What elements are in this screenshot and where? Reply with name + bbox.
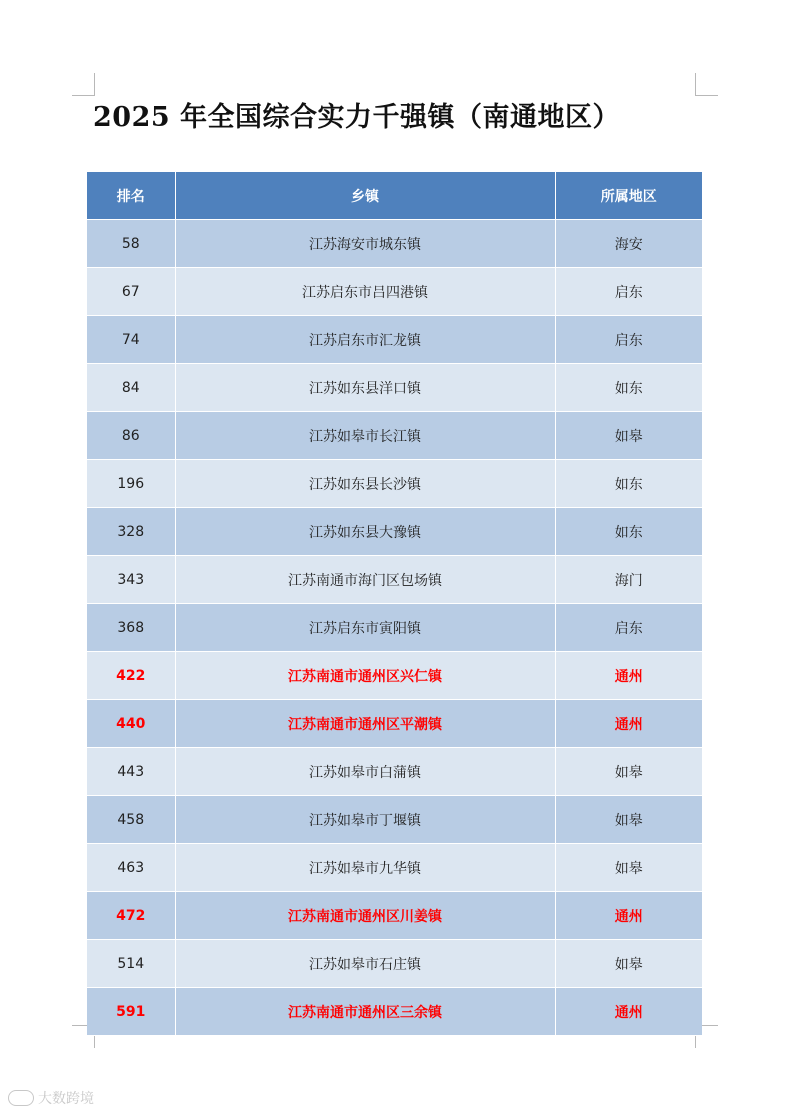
- cell-rank: 328: [87, 508, 175, 556]
- table-row: [87, 988, 702, 1036]
- cell-region: 启东: [555, 268, 702, 316]
- cell-region: 通州: [555, 700, 702, 748]
- cell-rank: 67: [87, 268, 175, 316]
- cell-town: 江苏如皋市白蒲镇: [175, 748, 555, 796]
- cell-town: 江苏南通市通州区兴仁镇: [175, 652, 555, 700]
- table-row: [87, 748, 702, 796]
- cell-rank: 196: [87, 460, 175, 508]
- cell-rank: 458: [87, 796, 175, 844]
- cell-region: 通州: [555, 988, 702, 1036]
- cell-town: 江苏如东县大豫镇: [175, 508, 555, 556]
- cell-town: 江苏启东市寅阳镇: [175, 604, 555, 652]
- cell-rank: 463: [87, 844, 175, 892]
- cell-town: 江苏如皋市丁堰镇: [175, 796, 555, 844]
- brand-logo-icon: [8, 1090, 34, 1106]
- cell-rank: 422: [87, 652, 175, 700]
- cell-rank: 440: [87, 700, 175, 748]
- cell-rank: 84: [87, 364, 175, 412]
- table-row: [87, 508, 702, 556]
- cell-town: 江苏如皋市九华镇: [175, 844, 555, 892]
- cell-region: 如东: [555, 508, 702, 556]
- cell-region: 如皋: [555, 844, 702, 892]
- cell-town: 江苏启东市吕四港镇: [175, 268, 555, 316]
- cell-town: 江苏如皋市长江镇: [175, 412, 555, 460]
- cell-town: 江苏南通市通州区三余镇: [175, 988, 555, 1036]
- document-title: 2025 年全国综合实力千强镇（南通地区）: [93, 102, 621, 133]
- cell-rank: 443: [87, 748, 175, 796]
- cell-town: 江苏如东县长沙镇: [175, 460, 555, 508]
- cell-rank: 86: [87, 412, 175, 460]
- table-row: [87, 460, 702, 508]
- cell-region: 海门: [555, 556, 702, 604]
- table-row: [87, 892, 702, 940]
- header-rank: 排名: [87, 172, 175, 220]
- cell-town: 江苏海安市城东镇: [175, 220, 555, 268]
- cell-town: 江苏如皋市石庄镇: [175, 940, 555, 988]
- table-header: [87, 172, 702, 220]
- cell-town: 江苏南通市通州区平潮镇: [175, 700, 555, 748]
- watermark-text: 大数跨境: [38, 1091, 94, 1107]
- cell-town: 江苏南通市通州区川姜镇: [175, 892, 555, 940]
- cell-region: 如皋: [555, 796, 702, 844]
- cell-region: 如皋: [555, 748, 702, 796]
- cell-rank: 58: [87, 220, 175, 268]
- table-row: [87, 796, 702, 844]
- table-row: [87, 316, 702, 364]
- cell-rank: 591: [87, 988, 175, 1036]
- cell-rank: 368: [87, 604, 175, 652]
- cell-region: 如东: [555, 460, 702, 508]
- table-row: [87, 700, 702, 748]
- ranking-table: [87, 172, 702, 1036]
- header-region: 所属地区: [555, 172, 702, 220]
- watermark: [8, 1088, 94, 1108]
- cell-town: 江苏启东市汇龙镇: [175, 316, 555, 364]
- cell-town: 江苏如东县洋口镇: [175, 364, 555, 412]
- crop-mark-top-right: [695, 73, 718, 96]
- cell-region: 如皋: [555, 940, 702, 988]
- cell-region: 通州: [555, 652, 702, 700]
- cell-region: 启东: [555, 316, 702, 364]
- table-row: [87, 556, 702, 604]
- cell-rank: 343: [87, 556, 175, 604]
- crop-mark-top-left: [72, 73, 95, 96]
- table-row: [87, 604, 702, 652]
- cell-rank: 74: [87, 316, 175, 364]
- cell-region: 海安: [555, 220, 702, 268]
- table-row: [87, 220, 702, 268]
- cell-region: 通州: [555, 892, 702, 940]
- cell-rank: 472: [87, 892, 175, 940]
- table-row: [87, 940, 702, 988]
- table-body: [87, 220, 702, 1036]
- cell-rank: 514: [87, 940, 175, 988]
- table-row: [87, 844, 702, 892]
- cell-region: 如皋: [555, 412, 702, 460]
- cell-region: 启东: [555, 604, 702, 652]
- cell-town: 江苏南通市海门区包场镇: [175, 556, 555, 604]
- table-row: [87, 268, 702, 316]
- header-town: 乡镇: [175, 172, 555, 220]
- header-row: [87, 172, 702, 220]
- table-row: [87, 364, 702, 412]
- cell-region: 如东: [555, 364, 702, 412]
- table-row: [87, 652, 702, 700]
- table-row: [87, 412, 702, 460]
